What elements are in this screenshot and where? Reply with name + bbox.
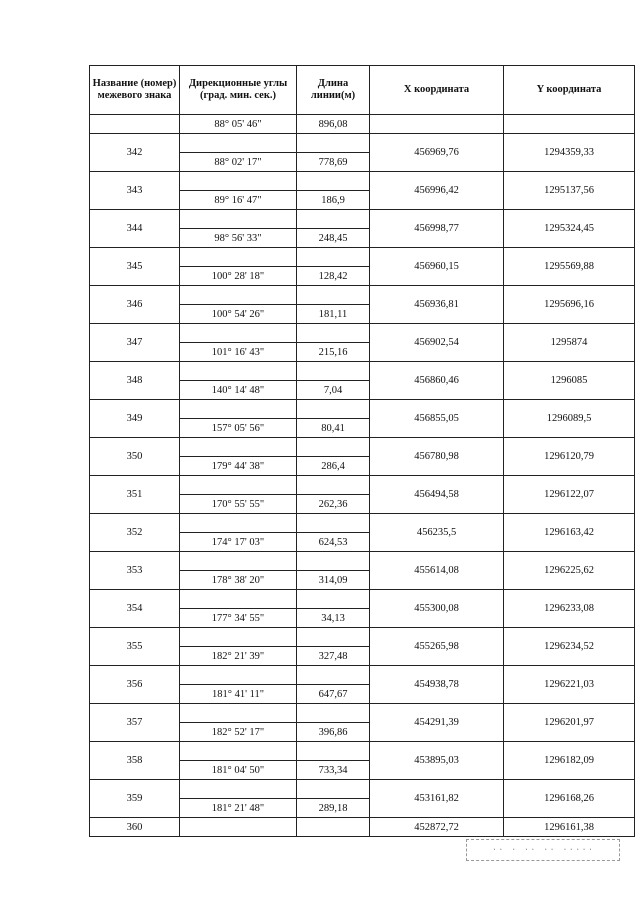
header-angles: Дирекционные углы (град. мин. сек.) bbox=[180, 66, 297, 115]
empty-cell bbox=[180, 818, 297, 837]
point-name-cell: 355 bbox=[90, 628, 180, 666]
y-coordinate-cell: 1296089,5 bbox=[504, 400, 635, 438]
length-cell: 733,34 bbox=[297, 761, 370, 780]
angle-cell: 181° 41' 11" bbox=[180, 685, 297, 704]
length-cell: 289,18 bbox=[297, 799, 370, 818]
length-cell: 181,11 bbox=[297, 305, 370, 324]
empty-cell bbox=[180, 286, 297, 305]
length-cell: 624,53 bbox=[297, 533, 370, 552]
empty-cell bbox=[504, 115, 635, 134]
table-row bbox=[90, 476, 635, 495]
empty-cell bbox=[297, 210, 370, 229]
length-cell: 778,69 bbox=[297, 153, 370, 172]
length-cell: 262,36 bbox=[297, 495, 370, 514]
y-coordinate-cell: 1296163,42 bbox=[504, 514, 635, 552]
point-name-cell: 342 bbox=[90, 134, 180, 172]
empty-cell bbox=[180, 590, 297, 609]
empty-cell bbox=[297, 286, 370, 305]
length-cell: 647,67 bbox=[297, 685, 370, 704]
point-name-cell: 349 bbox=[90, 400, 180, 438]
point-name-cell: 352 bbox=[90, 514, 180, 552]
point-name-cell: 353 bbox=[90, 552, 180, 590]
point-name-cell: 359 bbox=[90, 780, 180, 818]
y-coordinate-cell: 1295696,16 bbox=[504, 286, 635, 324]
length-cell: 80,41 bbox=[297, 419, 370, 438]
empty-cell bbox=[180, 704, 297, 723]
empty-cell bbox=[297, 400, 370, 419]
empty-cell bbox=[297, 780, 370, 799]
y-coordinate-cell: 1296168,26 bbox=[504, 780, 635, 818]
angle-cell: 89° 16' 47" bbox=[180, 191, 297, 210]
empty-cell bbox=[297, 476, 370, 495]
y-coordinate-cell: 1296120,79 bbox=[504, 438, 635, 476]
y-coordinate-cell: 1295137,56 bbox=[504, 172, 635, 210]
angle-cell: 88° 02' 17" bbox=[180, 153, 297, 172]
empty-cell bbox=[297, 514, 370, 533]
empty-cell bbox=[180, 362, 297, 381]
empty-cell bbox=[297, 628, 370, 647]
empty-cell bbox=[180, 476, 297, 495]
y-coordinate-cell: 1296122,07 bbox=[504, 476, 635, 514]
header-y: Y координата bbox=[504, 66, 635, 115]
angle-cell: 101° 16' 43" bbox=[180, 343, 297, 362]
length-cell: 248,45 bbox=[297, 229, 370, 248]
table-row bbox=[90, 248, 635, 267]
point-name-cell: 358 bbox=[90, 742, 180, 780]
empty-cell bbox=[180, 438, 297, 457]
empty-cell bbox=[180, 514, 297, 533]
table-row bbox=[90, 818, 635, 837]
point-name-cell: 354 bbox=[90, 590, 180, 628]
empty-cell bbox=[370, 115, 504, 134]
point-name-cell: 356 bbox=[90, 666, 180, 704]
length-cell: 896,08 bbox=[297, 115, 370, 134]
point-name-cell: 344 bbox=[90, 210, 180, 248]
angle-cell: 181° 04' 50" bbox=[180, 761, 297, 780]
point-name-cell: 343 bbox=[90, 172, 180, 210]
x-coordinate-cell: 455265,98 bbox=[370, 628, 504, 666]
length-cell: 128,42 bbox=[297, 267, 370, 286]
empty-cell bbox=[180, 400, 297, 419]
empty-cell bbox=[180, 172, 297, 191]
y-coordinate-cell: 1296085 bbox=[504, 362, 635, 400]
table-row bbox=[90, 324, 635, 343]
point-name-cell: 345 bbox=[90, 248, 180, 286]
angle-cell: 179° 44' 38" bbox=[180, 457, 297, 476]
y-coordinate-cell: 1296161,38 bbox=[504, 818, 635, 837]
angle-cell: 174° 17' 03" bbox=[180, 533, 297, 552]
x-coordinate-cell: 454291,39 bbox=[370, 704, 504, 742]
table-row bbox=[90, 514, 635, 533]
faint-stamp-mark: ·· · ·· ·· ····· bbox=[466, 839, 620, 861]
x-coordinate-cell: 456960,15 bbox=[370, 248, 504, 286]
empty-cell bbox=[297, 742, 370, 761]
empty-cell bbox=[180, 666, 297, 685]
length-cell: 7,04 bbox=[297, 381, 370, 400]
length-cell: 215,16 bbox=[297, 343, 370, 362]
y-coordinate-cell: 1295569,88 bbox=[504, 248, 635, 286]
x-coordinate-cell: 456494,58 bbox=[370, 476, 504, 514]
y-coordinate-cell: 1296233,08 bbox=[504, 590, 635, 628]
y-coordinate-cell: 1296225,62 bbox=[504, 552, 635, 590]
empty-cell bbox=[180, 742, 297, 761]
x-coordinate-cell: 456235,5 bbox=[370, 514, 504, 552]
table-row bbox=[90, 134, 635, 153]
angle-cell: 182° 21' 39" bbox=[180, 647, 297, 666]
empty-cell bbox=[180, 780, 297, 799]
point-name-cell: 348 bbox=[90, 362, 180, 400]
empty-cell bbox=[297, 134, 370, 153]
y-coordinate-cell: 1296221,03 bbox=[504, 666, 635, 704]
empty-cell bbox=[297, 248, 370, 267]
angle-cell: 170° 55' 55" bbox=[180, 495, 297, 514]
x-coordinate-cell: 455614,08 bbox=[370, 552, 504, 590]
length-cell: 186,9 bbox=[297, 191, 370, 210]
point-name-cell: 351 bbox=[90, 476, 180, 514]
y-coordinate-cell: 1296201,97 bbox=[504, 704, 635, 742]
header-length: Длина линии(м) bbox=[297, 66, 370, 115]
point-name-cell: 347 bbox=[90, 324, 180, 362]
x-coordinate-cell: 456996,42 bbox=[370, 172, 504, 210]
table-row bbox=[90, 552, 635, 571]
angle-cell: 98° 56' 33" bbox=[180, 229, 297, 248]
angle-cell: 88° 05' 46" bbox=[180, 115, 297, 134]
table-row bbox=[90, 628, 635, 647]
empty-cell bbox=[297, 590, 370, 609]
table-row bbox=[90, 210, 635, 229]
y-coordinate-cell: 1296234,52 bbox=[504, 628, 635, 666]
table-header-row bbox=[90, 66, 635, 115]
table-row bbox=[90, 704, 635, 723]
empty-cell bbox=[297, 552, 370, 571]
y-coordinate-cell: 1294359,33 bbox=[504, 134, 635, 172]
empty-cell bbox=[90, 115, 180, 134]
header-x: X координата bbox=[370, 66, 504, 115]
angle-cell: 181° 21' 48" bbox=[180, 799, 297, 818]
table-row bbox=[90, 400, 635, 419]
angle-cell: 157° 05' 56" bbox=[180, 419, 297, 438]
x-coordinate-cell: 452872,72 bbox=[370, 818, 504, 837]
table-row bbox=[90, 115, 635, 134]
x-coordinate-cell: 453895,03 bbox=[370, 742, 504, 780]
empty-cell bbox=[297, 438, 370, 457]
table-row bbox=[90, 438, 635, 457]
table-row bbox=[90, 362, 635, 381]
y-coordinate-cell: 1295324,45 bbox=[504, 210, 635, 248]
empty-cell bbox=[297, 362, 370, 381]
empty-cell bbox=[297, 704, 370, 723]
x-coordinate-cell: 456902,54 bbox=[370, 324, 504, 362]
angle-cell: 100° 28' 18" bbox=[180, 267, 297, 286]
table-row bbox=[90, 286, 635, 305]
length-cell: 396,86 bbox=[297, 723, 370, 742]
empty-cell bbox=[180, 134, 297, 153]
length-cell: 314,09 bbox=[297, 571, 370, 590]
point-name-cell: 357 bbox=[90, 704, 180, 742]
x-coordinate-cell: 456780,98 bbox=[370, 438, 504, 476]
empty-cell bbox=[180, 628, 297, 647]
table-row bbox=[90, 742, 635, 761]
x-coordinate-cell: 456969,76 bbox=[370, 134, 504, 172]
length-cell: 327,48 bbox=[297, 647, 370, 666]
angle-cell: 140° 14' 48" bbox=[180, 381, 297, 400]
point-name-cell: 360 bbox=[90, 818, 180, 837]
point-name-cell: 346 bbox=[90, 286, 180, 324]
point-name-cell: 350 bbox=[90, 438, 180, 476]
table-body bbox=[90, 115, 635, 837]
angle-cell: 177° 34' 55" bbox=[180, 609, 297, 628]
x-coordinate-cell: 453161,82 bbox=[370, 780, 504, 818]
angle-cell: 178° 38' 20" bbox=[180, 571, 297, 590]
empty-cell bbox=[180, 552, 297, 571]
x-coordinate-cell: 456855,05 bbox=[370, 400, 504, 438]
y-coordinate-cell: 1296182,09 bbox=[504, 742, 635, 780]
x-coordinate-cell: 456998,77 bbox=[370, 210, 504, 248]
angle-cell: 100° 54' 26" bbox=[180, 305, 297, 324]
angle-cell: 182° 52' 17" bbox=[180, 723, 297, 742]
empty-cell bbox=[180, 210, 297, 229]
y-coordinate-cell: 1295874 bbox=[504, 324, 635, 362]
empty-cell bbox=[180, 248, 297, 267]
length-cell: 286,4 bbox=[297, 457, 370, 476]
empty-cell bbox=[297, 818, 370, 837]
table-row bbox=[90, 666, 635, 685]
empty-cell bbox=[297, 666, 370, 685]
table-row bbox=[90, 172, 635, 191]
x-coordinate-cell: 454938,78 bbox=[370, 666, 504, 704]
table-row bbox=[90, 780, 635, 799]
x-coordinate-cell: 456936,81 bbox=[370, 286, 504, 324]
x-coordinate-cell: 456860,46 bbox=[370, 362, 504, 400]
header-name: Название (номер) межевого знака bbox=[90, 66, 180, 115]
x-coordinate-cell: 455300,08 bbox=[370, 590, 504, 628]
table-row bbox=[90, 590, 635, 609]
length-cell: 34,13 bbox=[297, 609, 370, 628]
empty-cell bbox=[297, 172, 370, 191]
empty-cell bbox=[297, 324, 370, 343]
coordinates-table bbox=[89, 65, 635, 837]
empty-cell bbox=[180, 324, 297, 343]
